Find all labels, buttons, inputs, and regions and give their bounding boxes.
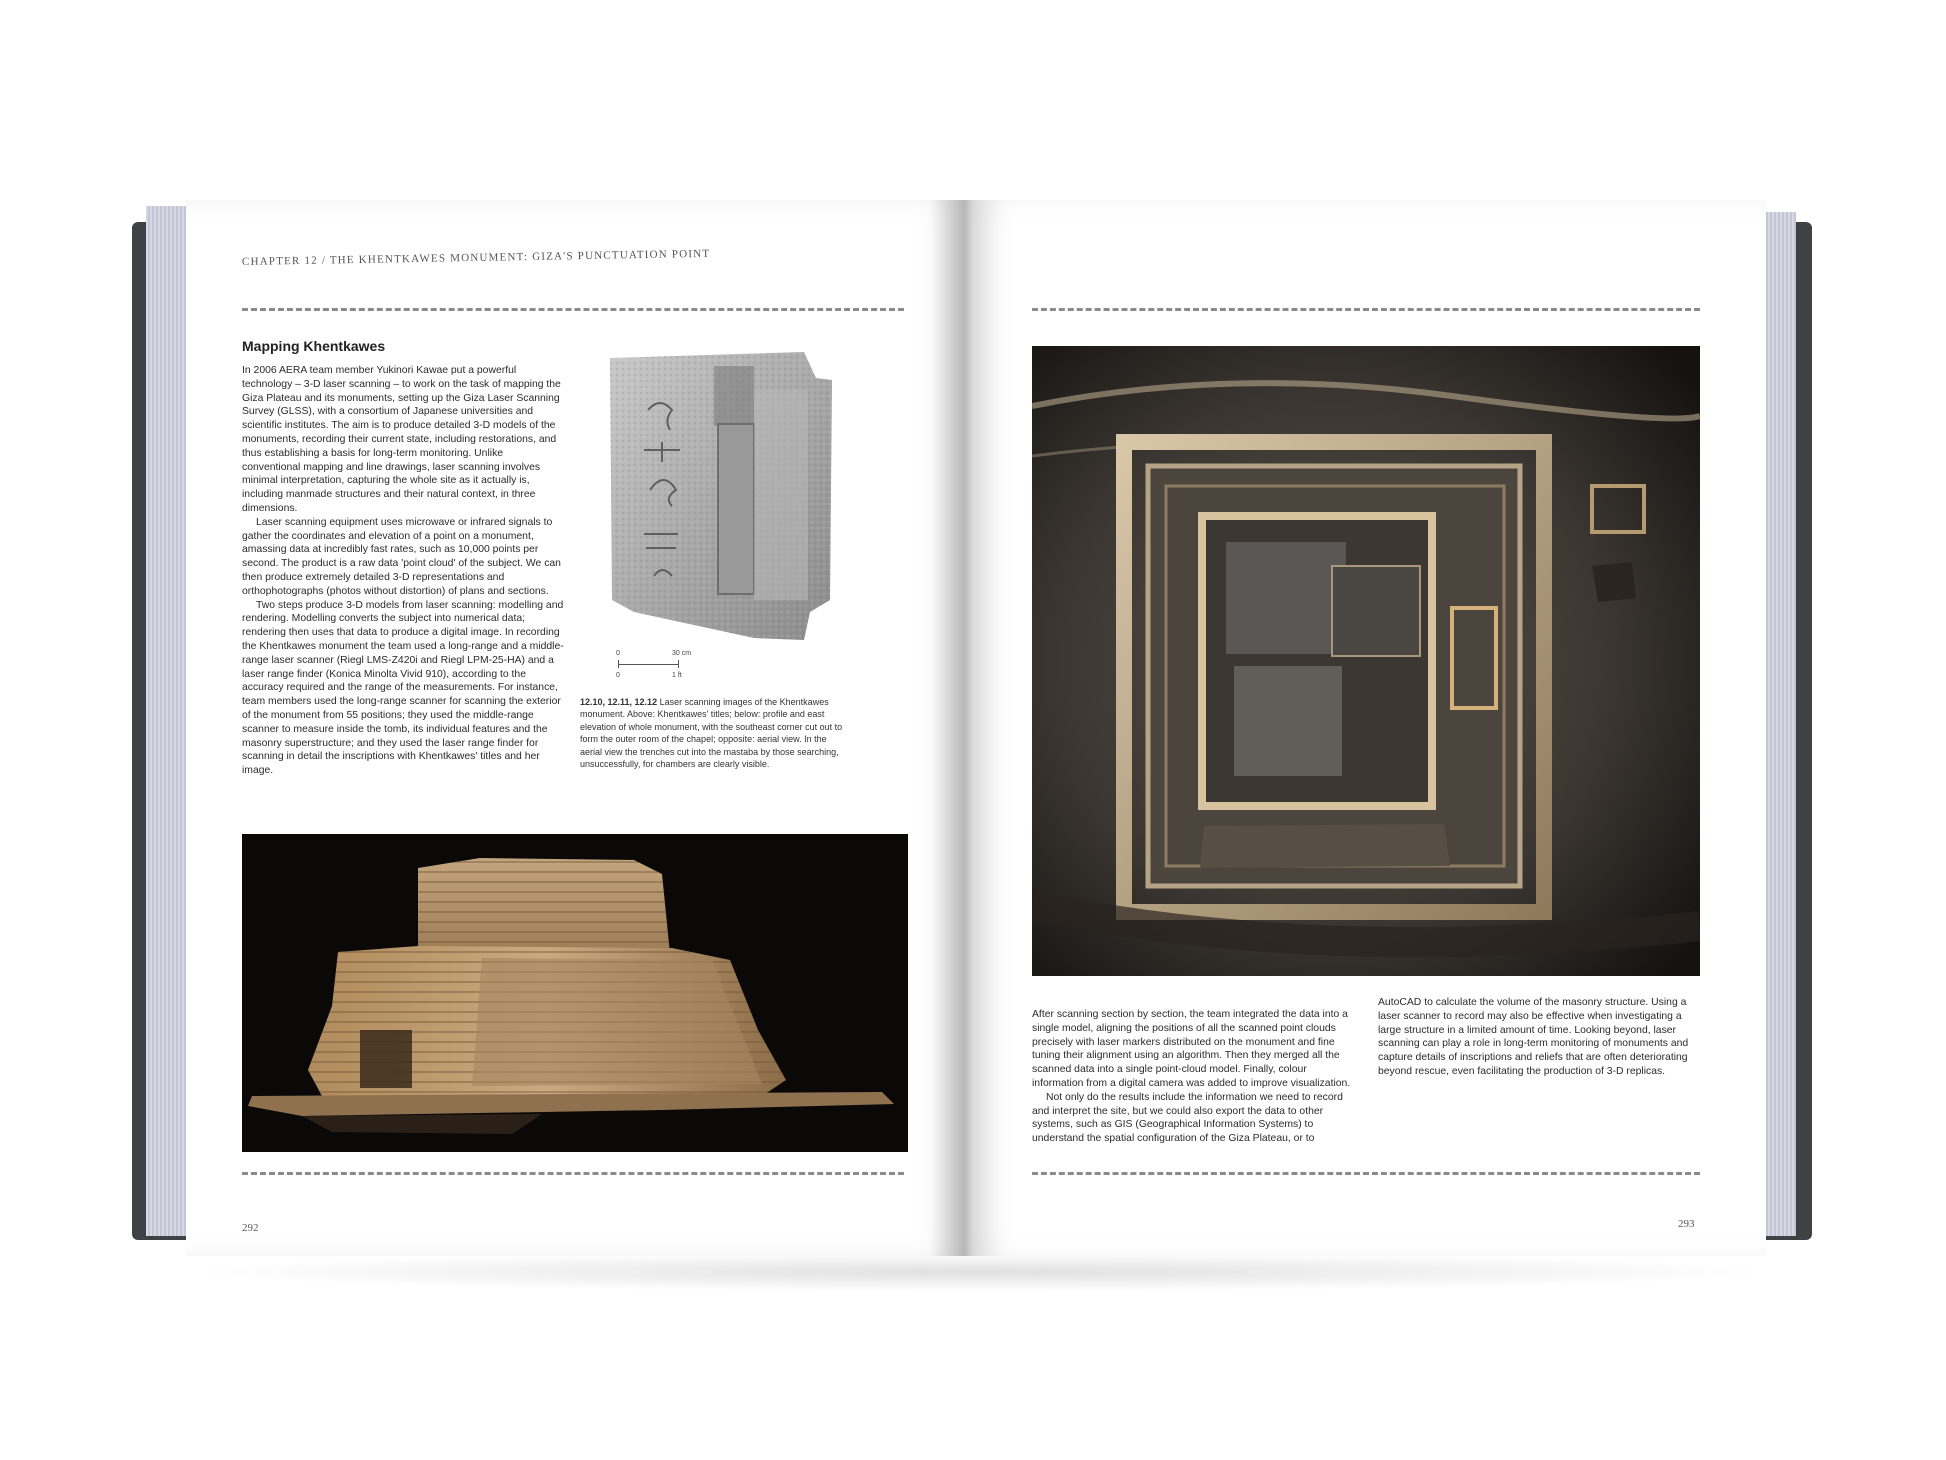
- bottom-rule: [1032, 1172, 1700, 1175]
- paragraph: In 2006 AERA team member Yukinori Kawae put a powerful technology – 3-D laser scanning – to work on the task of mapping the Giza Plateau and its monuments, setting up the Giza Laser Scanning Survey (GLSS), with a consortium of Japanese universities and scientific institutes. The aim is to produce detailed 3-D models of the monuments, recording their current state, including restorations, and thus establishing a basis for long-term monitoring. Unlike conventional mapping and line drawings, laser scanning involves minimal interpretation, capturing the whole site as it actually is, including manmade structures and their natural context, in three dimensions.: [242, 365, 561, 514]
- caption-figure-numbers: 12.10, 12.11, 12.12: [580, 697, 658, 707]
- right-page: [966, 200, 1766, 1256]
- paragraph: Not only do the results include the information we need to record and interpret the site, but we could also export the data to other systems, such as GIS (Geographical Information Systems) to understand the spatial configuration of the Giza Plateau, or to: [1032, 1091, 1343, 1145]
- caption-text: Laser scanning images of the Khentkawes monument. Above: Khentkawes' titles; below: profile and east elevation of whole monument, with the southeast corner cut out to form the outer room of the chapel; opposite: aerial view. In the aerial view the trenches cut into the mastaba by those searching, unsuccessfully, for chambers are clearly visible.: [580, 697, 843, 770]
- page-number-right: 293: [1678, 1218, 1695, 1230]
- running-head: CHAPTER 12 / THE KHENTKAWES MONUMENT: GIZA'S PUNCTUATION POINT: [241, 247, 711, 268]
- scale-bar: [612, 650, 722, 694]
- paragraph: Two steps produce 3-D models from laser scanning: modelling and rendering. Modelling converts the subject into numerical data; rendering then uses that data to produce a digital image. In recording the Khentkawes monument the team used a long-range and a middle-range laser scanner (Riegl LMS-Z420i and Riegl LPM-25-HA) and a laser range finder (Konica Minolta Vivid 910), according to the accuracy required and the range of the measurements. For instance, team members used the long-range scanner for scanning the exterior of the monument from 55 positions; they used the middle-range scanner to measure inside the tomb, its individual features and the masonry superstructure; and they used the laser range finder for scanning in detail the inscriptions with Khentkawes' titles and her image.: [242, 599, 564, 777]
- body-text-right-col2: [1378, 996, 1700, 1079]
- paragraph: AutoCAD to calculate the volume of the masonry structure. Using a laser scanner to record may also be effective when investigating a large structure in a limited amount of time. Looking beyond, laser scanning can play a role in long-term monitoring of monuments and capture details of inscriptions and reliefs that are often deteriorating beyond rescue, even facilitating the production of 3-D replicas.: [1378, 997, 1689, 1077]
- left-page: [186, 200, 966, 1256]
- section-title: Mapping Khentkawes: [242, 338, 386, 354]
- scale-label: 0: [616, 650, 620, 657]
- inscription-scan-image: [604, 350, 854, 640]
- aerial-view-image: [1032, 346, 1700, 976]
- paragraph: Laser scanning equipment uses microwave or infrared signals to gather the coordinates and elevation of a point on a monument, amassing data at incredibly fast rates, such as 10,000 points per second. The product is a raw data 'point cloud' of the subject. We can then produce extremely detailed 3-D representations and orthophotographs (photos without distortion) of plans and sections.: [242, 516, 561, 597]
- bottom-rule: [242, 1172, 904, 1175]
- scale-label: 0: [616, 672, 620, 679]
- monument-elevation-image: [242, 834, 908, 1152]
- paragraph: After scanning section by section, the team integrated the data into a single model, aligning the positions of all the scanned point clouds precisely with laser markers distributed on the monument and fine tuning their alignment using an algorithm. Then they merged all the scanned data into a single point-cloud model. Finally, colour information from a digital camera was added to improve visualization.: [1032, 1009, 1351, 1089]
- body-text-right-col1: [1032, 1008, 1354, 1146]
- top-rule: [1032, 308, 1700, 311]
- book-shadow: [180, 1252, 1780, 1292]
- page-number-left: 292: [242, 1222, 259, 1234]
- top-rule: [242, 308, 904, 311]
- figure-caption: [580, 696, 846, 770]
- body-text-left: [242, 364, 564, 778]
- scale-label: 30 cm: [672, 650, 692, 657]
- scale-label: 1 ft: [672, 672, 682, 679]
